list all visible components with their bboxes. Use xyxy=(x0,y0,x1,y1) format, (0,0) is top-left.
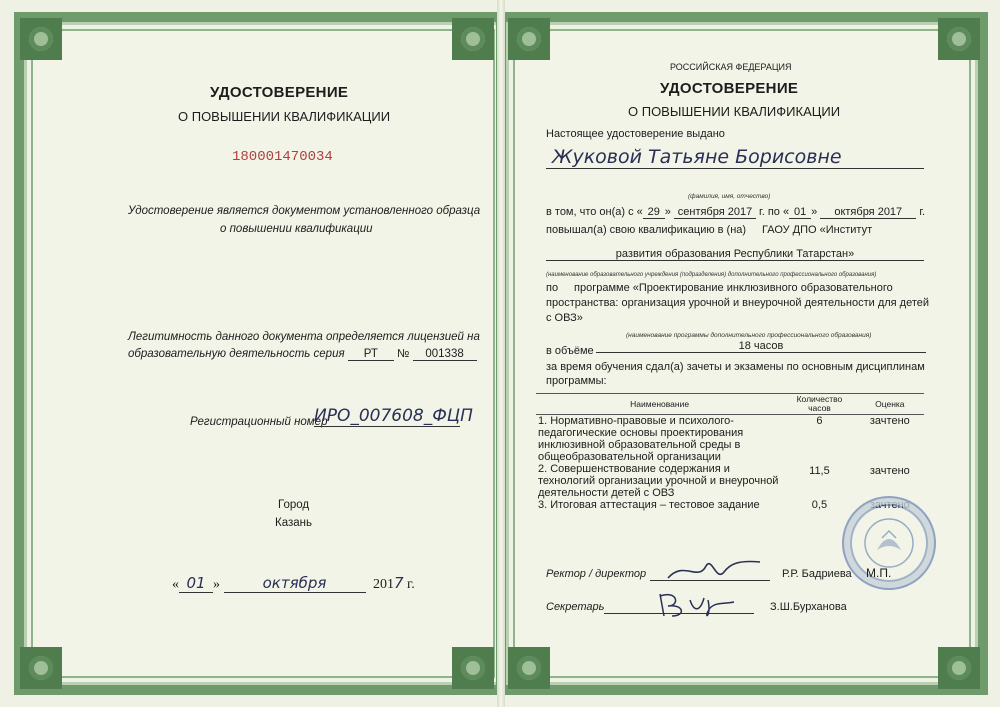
secretary-name: З.Ш.Бурханова xyxy=(770,601,847,613)
period-quote: » xyxy=(664,206,671,218)
date-quote: » xyxy=(213,577,220,592)
discipline-hours: 0,5 xyxy=(811,499,828,511)
right-title: УДОСТОВЕРЕНИЕ xyxy=(660,80,799,97)
secretary-label: Секретарь xyxy=(546,601,605,613)
issue-date xyxy=(172,574,415,593)
statement-line-2: о повышении квалификации xyxy=(220,223,373,235)
discipline-name-line: технологий организации урочной и внеурочной xyxy=(538,475,779,487)
left-subtitle: О ПОВЫШЕНИИ КВАЛИФИКАЦИИ xyxy=(178,109,391,124)
registration-number: ИРО_007608_ФЦП xyxy=(314,406,473,426)
disciplines-table xyxy=(536,393,924,511)
discipline-grade: зачтено xyxy=(869,415,910,427)
rector-label: Ректор / директор xyxy=(546,568,647,580)
rector-name: Р.Р. Бадриева xyxy=(782,568,852,580)
legitimacy-line-2 xyxy=(128,348,477,361)
discipline-hours: 11,5 xyxy=(809,465,830,477)
program-caption: (наименование программы дополнительного профессионального образования) xyxy=(626,332,872,339)
rector-signature-icon xyxy=(664,552,764,586)
table-row xyxy=(536,463,924,499)
period-prefix: в том, что он(а) с « xyxy=(546,206,643,218)
license-number: 001338 xyxy=(413,348,477,361)
stamp-place-label: М.П. xyxy=(866,566,892,580)
volume-label: в объёме xyxy=(546,345,594,357)
period-mid: г. по « xyxy=(759,206,790,218)
start-month-year: сентября 2017 xyxy=(674,206,756,219)
discipline-grade: зачтено xyxy=(869,499,910,511)
period-quote: » xyxy=(811,206,818,218)
program-line-1: программе «Проектирование инклюзивного образовательного xyxy=(574,282,893,294)
institution-line-1: ГАОУ ДПО «Институт xyxy=(762,224,873,236)
issue-year-digit: 7 xyxy=(394,574,404,592)
discipline-name-line: 2. Совершенствование содержания и xyxy=(538,463,730,475)
center-fold xyxy=(497,0,505,707)
institution-caption: (наименование образовательного учреждения (подразделения) дополнительного профессионального образования) xyxy=(546,272,877,278)
discipline-grade: зачтено xyxy=(869,465,910,477)
exams-line-1: за время обучения сдал(а) зачеты и экзамены по основным дисциплинам xyxy=(546,361,925,373)
corner-ornament xyxy=(938,647,980,689)
license-series: РТ xyxy=(348,348,394,361)
program-line-2: пространства: организация урочной и внеурочной деятельности для детей xyxy=(546,297,930,309)
statement-line-1: Удостоверение является документом установленного образца xyxy=(128,205,481,217)
corner-ornament xyxy=(20,647,62,689)
holder-caption: (фамилия, имя, отчество) xyxy=(688,193,771,200)
period-line xyxy=(546,206,925,219)
start-day: 29 xyxy=(643,206,665,219)
volume-value: 18 часов xyxy=(596,340,926,353)
discipline-name-line: 3. Итоговая аттестация – тестовое задание xyxy=(538,499,760,511)
issued-to-label: Настоящее удостоверение выдано xyxy=(546,128,725,140)
discipline-hours: 6 xyxy=(816,415,823,427)
discipline-name xyxy=(536,415,783,464)
right-subtitle: О ПОВЫШЕНИИ КВАЛИФИКАЦИИ xyxy=(628,104,841,119)
license-series-label: образовательную деятельность серия xyxy=(128,348,345,360)
discipline-name-line: общеобразовательной организации xyxy=(538,451,721,463)
end-month-year: октября 2017 xyxy=(820,206,916,219)
end-day: 01 xyxy=(789,206,811,219)
issue-year-prefix: 201 xyxy=(373,577,394,592)
program-label: по xyxy=(546,282,559,294)
issue-date-suffix: г. xyxy=(407,577,415,592)
registration-label: Регистрационный номер xyxy=(190,416,328,428)
discipline-name-line: инклюзивной образовательной среды в xyxy=(538,439,741,451)
discipline-name-line: педагогические основы проектирования xyxy=(538,427,744,439)
table-header-row xyxy=(536,394,924,415)
serial-number: 180001470034 xyxy=(232,149,333,165)
corner-ornament xyxy=(452,18,494,60)
legitimacy-line-1: Легитимность данного документа определяется лицензией на xyxy=(128,331,480,343)
header-grade: Оценка xyxy=(856,394,924,415)
country-label: РОССИЙСКАЯ ФЕДЕРАЦИЯ xyxy=(670,62,792,72)
exams-line-2: программы: xyxy=(546,375,607,387)
period-suffix: г. xyxy=(919,206,926,218)
institution-line-2: развития образования Республики Татарстан» xyxy=(546,248,924,261)
discipline-name-line: 1. Нормативно-правовые и психолого- xyxy=(538,415,734,427)
corner-ornament xyxy=(20,18,62,60)
raised-label: повышал(а) свою квалификацию в (на) xyxy=(546,224,747,236)
header-name: Наименование xyxy=(536,394,783,415)
city: Казань xyxy=(275,517,312,529)
discipline-name xyxy=(536,499,783,511)
city-label: Город xyxy=(278,499,310,511)
issue-month: октября xyxy=(224,574,366,593)
secretary-signature-icon xyxy=(650,586,740,622)
header-hours: Количество часов xyxy=(783,394,855,415)
corner-ornament xyxy=(508,18,550,60)
holder-name: Жуковой Татьяне Борисовне xyxy=(546,146,924,169)
discipline-name-line: деятельности детей с ОВЗ xyxy=(538,487,675,499)
corner-ornament xyxy=(452,647,494,689)
issue-day: 01 xyxy=(179,574,213,593)
corner-ornament xyxy=(938,18,980,60)
corner-ornament xyxy=(508,647,550,689)
discipline-name xyxy=(536,463,783,499)
date-quote: « xyxy=(172,577,179,592)
number-sign: № xyxy=(397,348,410,360)
table-row xyxy=(536,415,924,464)
left-title: УДОСТОВЕРЕНИЕ xyxy=(210,84,349,101)
program-line-3: с ОВЗ» xyxy=(546,312,583,324)
